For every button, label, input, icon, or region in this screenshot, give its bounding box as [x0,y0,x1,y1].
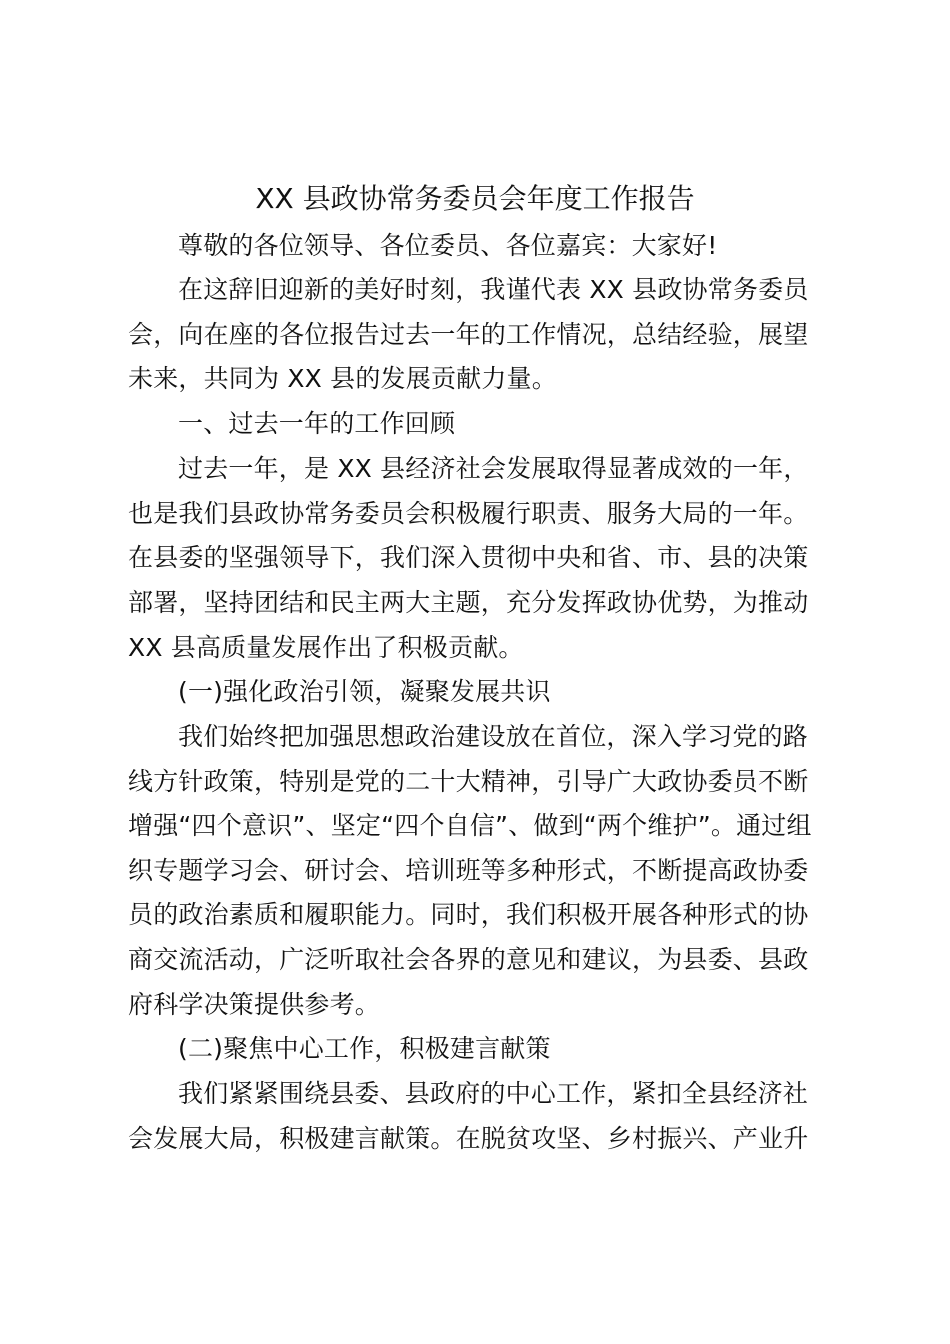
paragraph-line: 也是我们县政协常务委员会积极履行职责、服务大局的一年。 [128,499,809,528]
subsection-heading: (二)聚焦中心工作，积极建言献策 [178,1034,551,1063]
paragraph-line: 增强“四个意识”、坚定“四个自信”、做到“两个维护”。通过组 [128,811,812,840]
paragraph-line: XX 县高质量发展作出了积极贡献。 [128,633,524,662]
paragraph-line: 府科学决策提供参考。 [128,990,381,1019]
paragraph-line: 过去一年，是 XX 县经济社会发展取得显著成效的一年， [178,454,809,483]
paragraph-line: 在这辞旧迎新的美好时刻，我谨代表 XX 县政协常务委员 [178,275,809,304]
subsection-heading: (一)强化政治引领，凝聚发展共识 [178,677,551,706]
paragraph-line: 我们始终把加强思想政治建设放在首位，深入学习党的路 [178,722,809,751]
paragraph-line: 在县委的坚强领导下，我们深入贯彻中央和省、市、县的决策 [128,543,809,572]
section-heading: 一、过去一年的工作回顾 [178,409,456,438]
paragraph-line: 部署，坚持团结和民主两大主题，充分发挥政协优势，为推动 [128,588,809,617]
paragraph-line: 会，向在座的各位报告过去一年的工作情况，总结经验，展望 [128,320,809,349]
document-title: XX 县政协常务委员会年度工作报告 [255,182,695,215]
paragraph-line: 织专题学习会、研讨会、培训班等多种形式，不断提高政协委 [128,856,809,885]
paragraph-line: 商交流活动，广泛听取社会各界的意见和建议，为县委、县政 [128,945,809,974]
paragraph-line: 未来，共同为 XX 县的发展贡献力量。 [128,364,557,393]
salutation-line: 尊敬的各位领导、各位委员、各位嘉宾：大家好! [178,231,718,260]
paragraph-line: 员的政治素质和履职能力。同时，我们积极开展各种形式的协 [128,900,809,929]
paragraph-line: 会发展大局，积极建言献策。在脱贫攻坚、乡村振兴、产业升 [128,1124,809,1153]
paragraph-line: 我们紧紧围绕县委、县政府的中心工作，紧扣全县经济社 [178,1079,809,1108]
paragraph-line: 线方针政策，特别是党的二十大精神，引导广大政协委员不断 [128,767,809,796]
